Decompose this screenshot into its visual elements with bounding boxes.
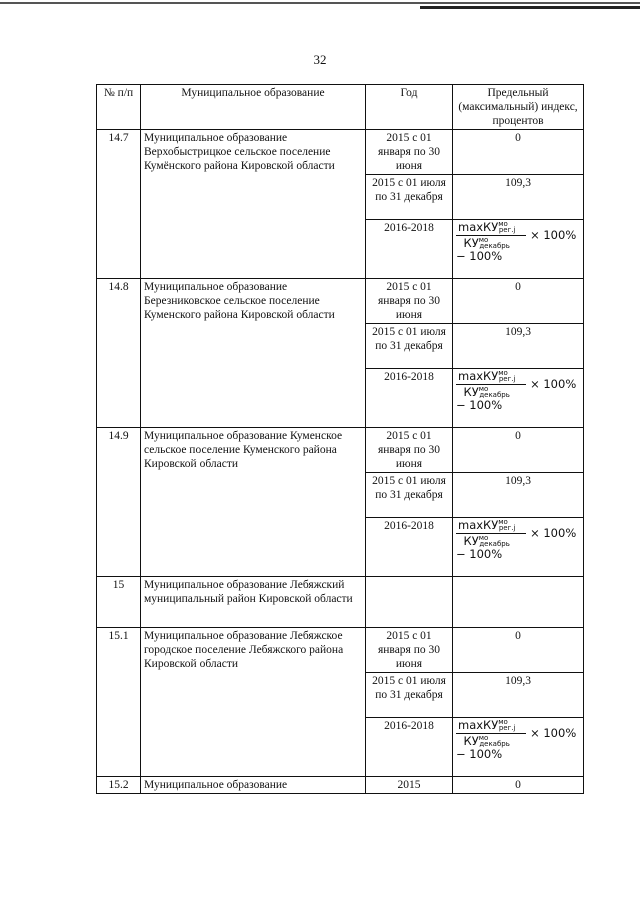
index-formula: $\frac{\max КУ^{мо}рег.j}{КУ^{мо}декабрь}$ × 100% − 100% xyxy=(453,369,584,428)
period-cell: 2016-2018 xyxy=(366,220,453,279)
index-value: 0 xyxy=(453,130,584,175)
municipality-name: Муниципальное образование Лебяжское городское поселение Лебяжского района Кировской области xyxy=(141,628,366,777)
header-num: № п/п xyxy=(97,85,141,130)
period-cell: 2015 с 01 июля по 31 декабря xyxy=(366,673,453,718)
period-cell: 2016-2018 xyxy=(366,518,453,577)
table-header-row xyxy=(97,85,584,130)
index-value: 0 xyxy=(453,428,584,473)
municipality-name: Муниципальное образование Березниковское сельское поселение Куменского района Кировской области xyxy=(141,279,366,428)
period-cell: 2015 xyxy=(366,777,453,794)
row-number: 15.2 xyxy=(97,777,141,794)
period-cell: 2015 с 01 января по 30 июня xyxy=(366,279,453,324)
index-value: 0 xyxy=(453,628,584,673)
header-index: Предельный (максимальный) индекс, процентов xyxy=(453,85,584,130)
row-number: 15.1 xyxy=(97,628,141,777)
period-cell: 2015 с 01 января по 30 июня xyxy=(366,428,453,473)
index-formula: $\frac{\max КУ^{мо}рег.j}{КУ^{мо}декабрь}$ × 100% − 100% xyxy=(453,718,584,777)
table-row xyxy=(97,279,584,324)
header-municipality: Муниципальное образование xyxy=(141,85,366,130)
header-year: Год xyxy=(366,85,453,130)
row-number: 15 xyxy=(97,577,141,628)
table-row xyxy=(97,577,584,628)
scan-edge xyxy=(0,0,640,12)
table-row xyxy=(97,777,584,794)
index-formula: $\frac{\max КУ^{мо}рег.j}{КУ^{мо}декабрь}$ × 100% − 100% xyxy=(453,518,584,577)
period-cell: 2015 с 01 января по 30 июня xyxy=(366,628,453,673)
page-number: 32 xyxy=(313,52,327,67)
index-value: 0 xyxy=(453,777,584,794)
row-number: 14.9 xyxy=(97,428,141,577)
period-cell: 2015 с 01 июля по 31 декабря xyxy=(366,324,453,369)
row-number: 14.7 xyxy=(97,130,141,279)
period-cell: 2016-2018 xyxy=(366,718,453,777)
period-cell: 2016-2018 xyxy=(366,369,453,428)
tariff-index-table xyxy=(96,84,584,794)
period-cell: 2015 с 01 июля по 31 декабря xyxy=(366,473,453,518)
period-cell: 2015 с 01 января по 30 июня xyxy=(366,130,453,175)
municipality-name: Муниципальное образование Лебяжский муниципальный район Кировской области xyxy=(141,577,366,628)
table-row xyxy=(97,130,584,175)
municipality-name: Муниципальное образование Куменское сельское поселение Куменского района Кировской области xyxy=(141,428,366,577)
table-row xyxy=(97,428,584,473)
municipality-name: Муниципальное образование Верхобыстрицкое сельское поселение Кумёнского района Кировской области xyxy=(141,130,366,279)
index-value: 0 xyxy=(453,279,584,324)
index-value: 109,3 xyxy=(453,473,584,518)
period-cell: 2015 с 01 июля по 31 декабря xyxy=(366,175,453,220)
index-value xyxy=(453,577,584,628)
index-value: 109,3 xyxy=(453,673,584,718)
table-row xyxy=(97,628,584,673)
index-formula: $\frac{\max КУ^{мо}рег.j}{КУ^{мо}декабрь}$ × 100% − 100% xyxy=(453,220,584,279)
index-value: 109,3 xyxy=(453,175,584,220)
municipality-name: Муниципальное образование xyxy=(141,777,366,794)
period-cell xyxy=(366,577,453,628)
index-value: 109,3 xyxy=(453,324,584,369)
row-number: 14.8 xyxy=(97,279,141,428)
